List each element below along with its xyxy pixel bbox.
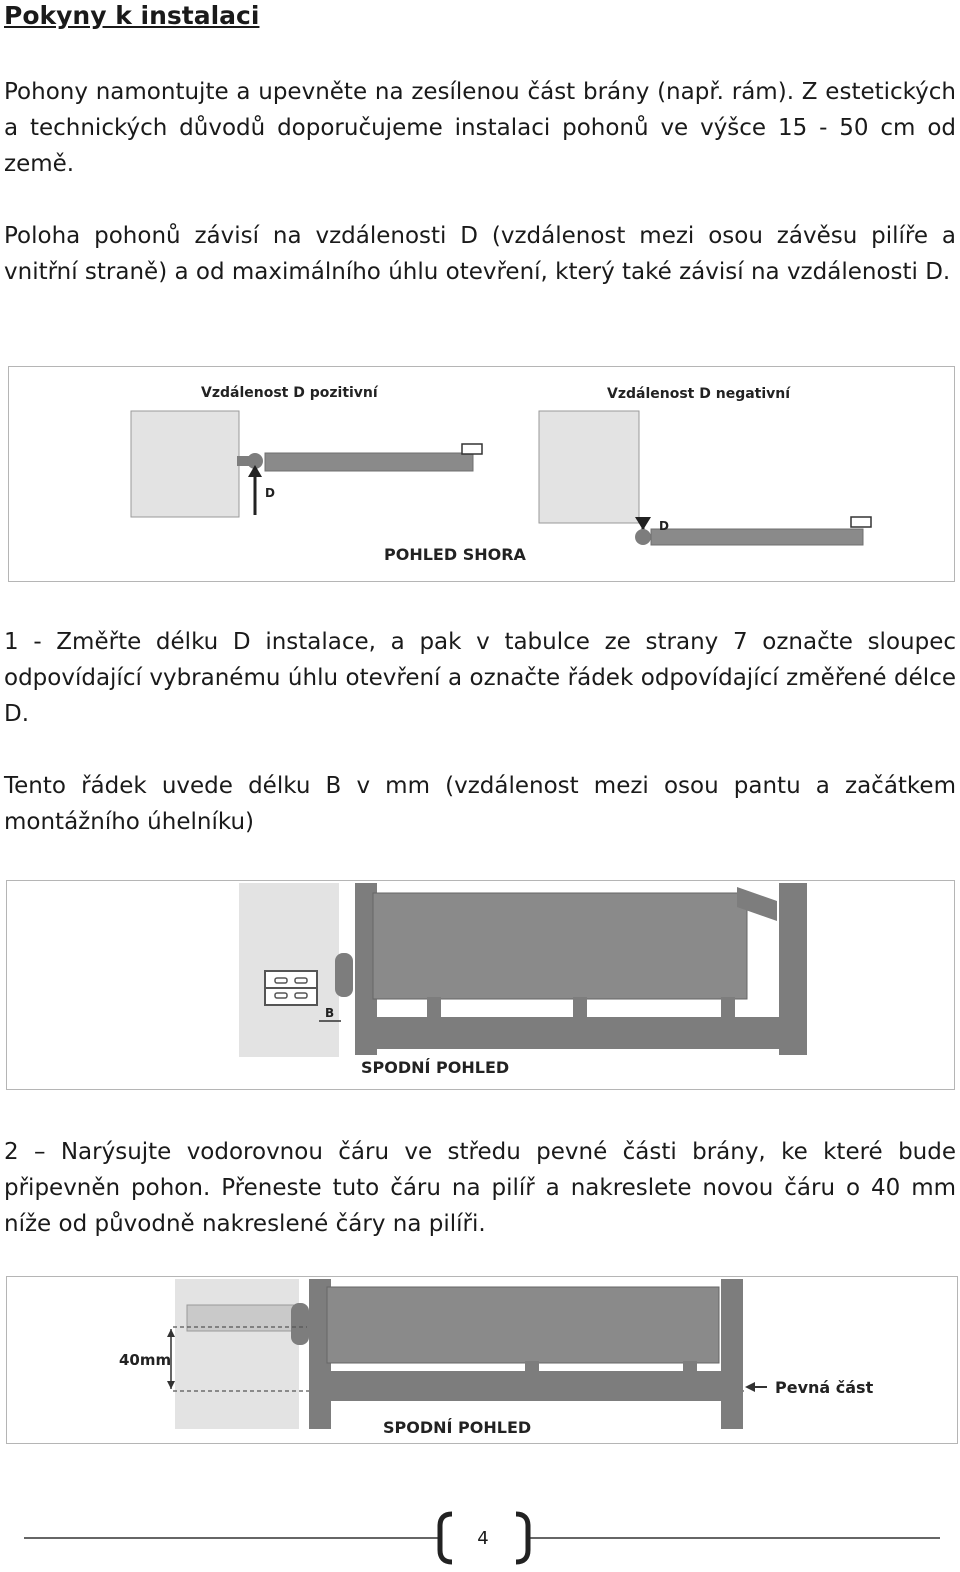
negative-distance-title: Vzdálenost D negativní [607,386,791,402]
pillar [175,1279,299,1429]
hinge-pin-right [635,529,651,545]
top-view-caption: POHLED SHORA [384,545,526,564]
hinge [291,1303,309,1345]
bracket-right [851,517,871,527]
pillar-left [131,411,239,517]
figure-bottom-view-40mm [6,1276,958,1444]
measure-arrow-down [167,1381,175,1389]
pillar-right [539,411,639,523]
gate-frame [309,1279,743,1429]
measure-arrow-up [167,1329,175,1337]
paragraph-step1: 1 - Změřte délku D instalace, a pak v tabulce ze strany 7 označte sloupec odpovídající vybranému úhlu otevření a označte řádek odpovídající změřené délce D. [4,629,956,727]
footer-bracket-right [516,1514,528,1562]
footer-bracket-left [440,1514,452,1562]
bracket-left [462,444,482,454]
d-label-right: D [659,519,669,533]
gate-leaf-left [265,453,473,471]
d-label-left: D [265,486,275,500]
hinge [335,953,353,997]
page-heading: Pokyny k instalaci [4,1,260,30]
page-number: 4 [477,1528,489,1549]
bottom-view-b-caption: SPODNÍ POHLED [361,1058,510,1077]
mounting-bracket [265,971,317,1005]
bottom-view-40mm-diagram [7,1277,956,1442]
gate-frame [355,883,807,1055]
figure-top-view [8,366,955,582]
bottom-view-b-diagram [7,881,953,1088]
figure-bottom-view-b [6,880,955,1090]
paragraph-mounting: Pohony namontujte a upevněte na zesílenou část brány (např. rám). Z estetických a technických důvodů doporučujeme instalaci pohonů ve výšce 15 - 50 cm od země. [4,79,956,177]
positive-distance-title: Vzdálenost D pozitivní [201,385,378,401]
paragraph-length-b: Tento řádek uvede délku B v mm (vzdálenost mezi osou pantu a začátkem montážního úhelníku) [4,773,956,835]
b-label: B [325,1006,335,1020]
pointer-arrow [745,1382,755,1392]
paragraph-position: Poloha pohonů závisí na vzdálenosti D (vzdálenost mezi osou závěsu pilíře a vnitřní straně) a od maximálního úhlu otevření, který také závisí na vzdálenosti D. [4,223,956,285]
fixed-part-label: Pevná část [775,1378,874,1397]
top-view-diagram [9,367,953,580]
gate-leaf-right [651,529,863,545]
measure-label: 40mm [119,1351,172,1369]
paragraph-step2: 2 – Narýsujte vodorovnou čáru ve středu pevné části brány, ke které bude připevněn pohon. Přeneste tuto čáru na pilíř a nakreslete novou čáru o 40 mm níže od původně nakreslené čáry na pilíři. [4,1139,956,1237]
bottom-view-40mm-caption: SPODNÍ POHLED [383,1418,532,1437]
